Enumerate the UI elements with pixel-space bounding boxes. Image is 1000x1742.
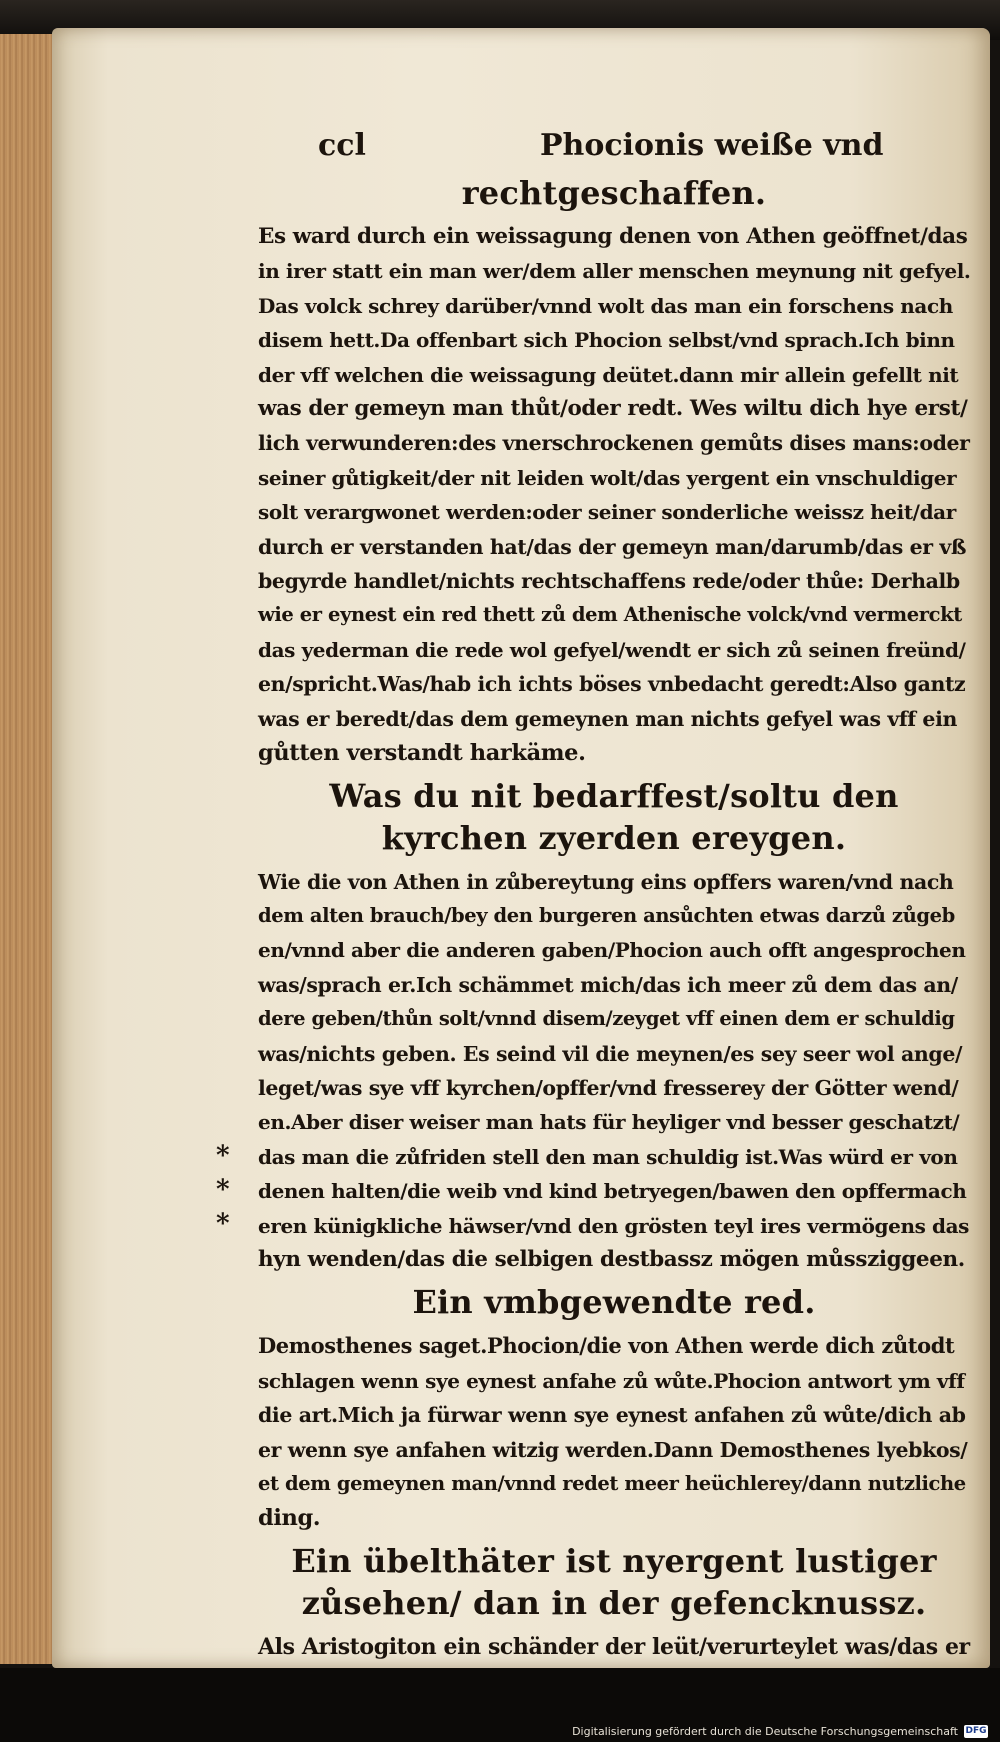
asterisk-mark-icon: * [216, 1140, 230, 1171]
section-heading: Ein vmbgewendte red. [412, 1283, 816, 1322]
text-line: was/sprach er.Ich schämmet mich/das ich meer zů dem das an/ [258, 972, 958, 997]
text-line: Demosthenes saget.Phocion/die von Athen werde dich zůtodt [258, 1333, 955, 1359]
text-line: er wenn sye anfahen witzig werden.Dann Demosthenes lyebkos/ [258, 1437, 968, 1462]
section-1 [258, 172, 970, 771]
book-page-edges [0, 34, 58, 1664]
text-line: denen halten/die weib vnd kind betryegen/bawen den opffermach [258, 1179, 967, 1204]
running-head [258, 128, 970, 172]
text-line: leget/was sye vff kyrchen/opffer/vnd fresserey der Götter wend/ [258, 1075, 959, 1100]
text-line: in irer statt ein man wer/dem aller menschen meynung nit gefyel. [258, 259, 971, 284]
text-line: et dem gemeynen man/vnnd redet meer heüchlerey/dann nutzliche [258, 1472, 966, 1495]
asterisk-mark-icon: * [216, 1174, 230, 1205]
text-line: begyrde handlet/nichts rechtschaffens rede/oder thůe: Derhalb [258, 569, 960, 594]
section-heading: Ein übelthäter ist nyergent lustiger zůsehen/ dan in der gefencknussz. [291, 1541, 937, 1622]
text-line: Wie die von Athen in zůbereytung eins opffers waren/vnd nach [258, 869, 954, 894]
paragraph [216, 865, 970, 1278]
text-line: Das volck schrey darüber/vnnd wolt das man ein forschens nach [258, 293, 953, 318]
text-line: disem hett.Da offenbart sich Phocion selbst/vnd sprach.Ich binn [258, 328, 955, 353]
paragraph [258, 220, 970, 771]
scan-bottom-bar [0, 1668, 1000, 1742]
text-block [216, 128, 971, 1699]
section-heading: Was du nit bedarffest/soltu den kyrchen zyerden ereygen. [329, 776, 899, 857]
section-3 [258, 1281, 970, 1535]
text-line: dere geben/thůn solt/vnnd disem/zeyget vff einen dem er schuldig [258, 1007, 955, 1031]
text-line: seiner gůtigkeit/der nit leiden wolt/das yergent ein vnschuldiger [258, 465, 957, 490]
dfg-logo-icon: DFG [965, 1726, 987, 1736]
footer-credit [572, 1725, 988, 1738]
text-line: en.Aber diser weiser man hats für heyliger vnd besser geschatzt/ [258, 1110, 960, 1135]
text-line: durch er verstanden hat/das der gemeyn man/darumb/das er vß [258, 534, 967, 559]
text-line: Es ward durch ein weissagung denen von Athen geöffnet/das [258, 224, 968, 249]
text-line: eren künigkliche häwser/vnd den grösten teyl ires vermögens das [258, 1213, 970, 1238]
text-line: was/nichts geben. Es seind vil die meynen/es sey seer wol ange/ [258, 1041, 963, 1066]
text-line: gůtten verstandt harkäme. [258, 740, 586, 767]
text-line: das man die zůfriden stell den man schuldig ist.Was würd er von [258, 1144, 958, 1169]
text-line: der vff welchen die weissagung deütet.dann mir allein gefellt nit [258, 362, 959, 387]
text-line: die art.Mich ja fürwar wenn sye eynest anfahen zů wůte/dich ab [258, 1403, 966, 1428]
text-line: solt verargwonet werden:oder seiner sonderliche weissz heit/dar [258, 500, 956, 525]
section-heading: rechtgeschaffen. [461, 174, 767, 212]
text-line: lich verwunderen:des vnerschrockenen gemůts dises mans:oder [258, 431, 970, 456]
text-line: hyn wenden/das die selbigen destbassz mögen můssziggeen. [258, 1246, 965, 1272]
text-line: ding. [258, 1505, 321, 1532]
text-line: en/vnnd aber die anderen gaben/Phocion auch offt angesprochen [258, 938, 966, 963]
text-line: en/spricht.Was/hab ich ichts böses vnbedacht geredt:Also gantz [258, 672, 966, 697]
text-line: schlagen wenn sye eynest anfahe zů wůte.Phocion antwort ym vff [258, 1368, 965, 1393]
asterisk-mark-icon: * [216, 1208, 230, 1239]
section-2 [216, 775, 970, 1278]
folio-number: ccl [318, 128, 366, 163]
footer-text: Digitalisierung gefördert durch die Deutsche Forschungsgemeinschaft [572, 1725, 958, 1738]
text-line: was der gemeyn man thůt/oder redt. Wes wiltu dich hye erst/ [258, 396, 968, 422]
text-line: wie er eynest ein red thett zů dem Athenische volck/vnd vermerckt [258, 603, 962, 627]
running-head-title: Phocionis weiße vnd [540, 128, 884, 163]
text-line: was er beredt/das dem gemeynen man nichts gefyel was vff ein [258, 706, 957, 731]
text-line: dem alten brauch/bey den burgeren ansůchten etwas darzů zůgeb [258, 903, 955, 927]
text-line: das yederman die rede wol gefyel/wendt er sich zů seinen freünd/ [258, 637, 966, 662]
text-line: Als Aristogiton ein schänder der leüt/verurteylet was/das er [258, 1633, 970, 1660]
paragraph [258, 1329, 970, 1535]
